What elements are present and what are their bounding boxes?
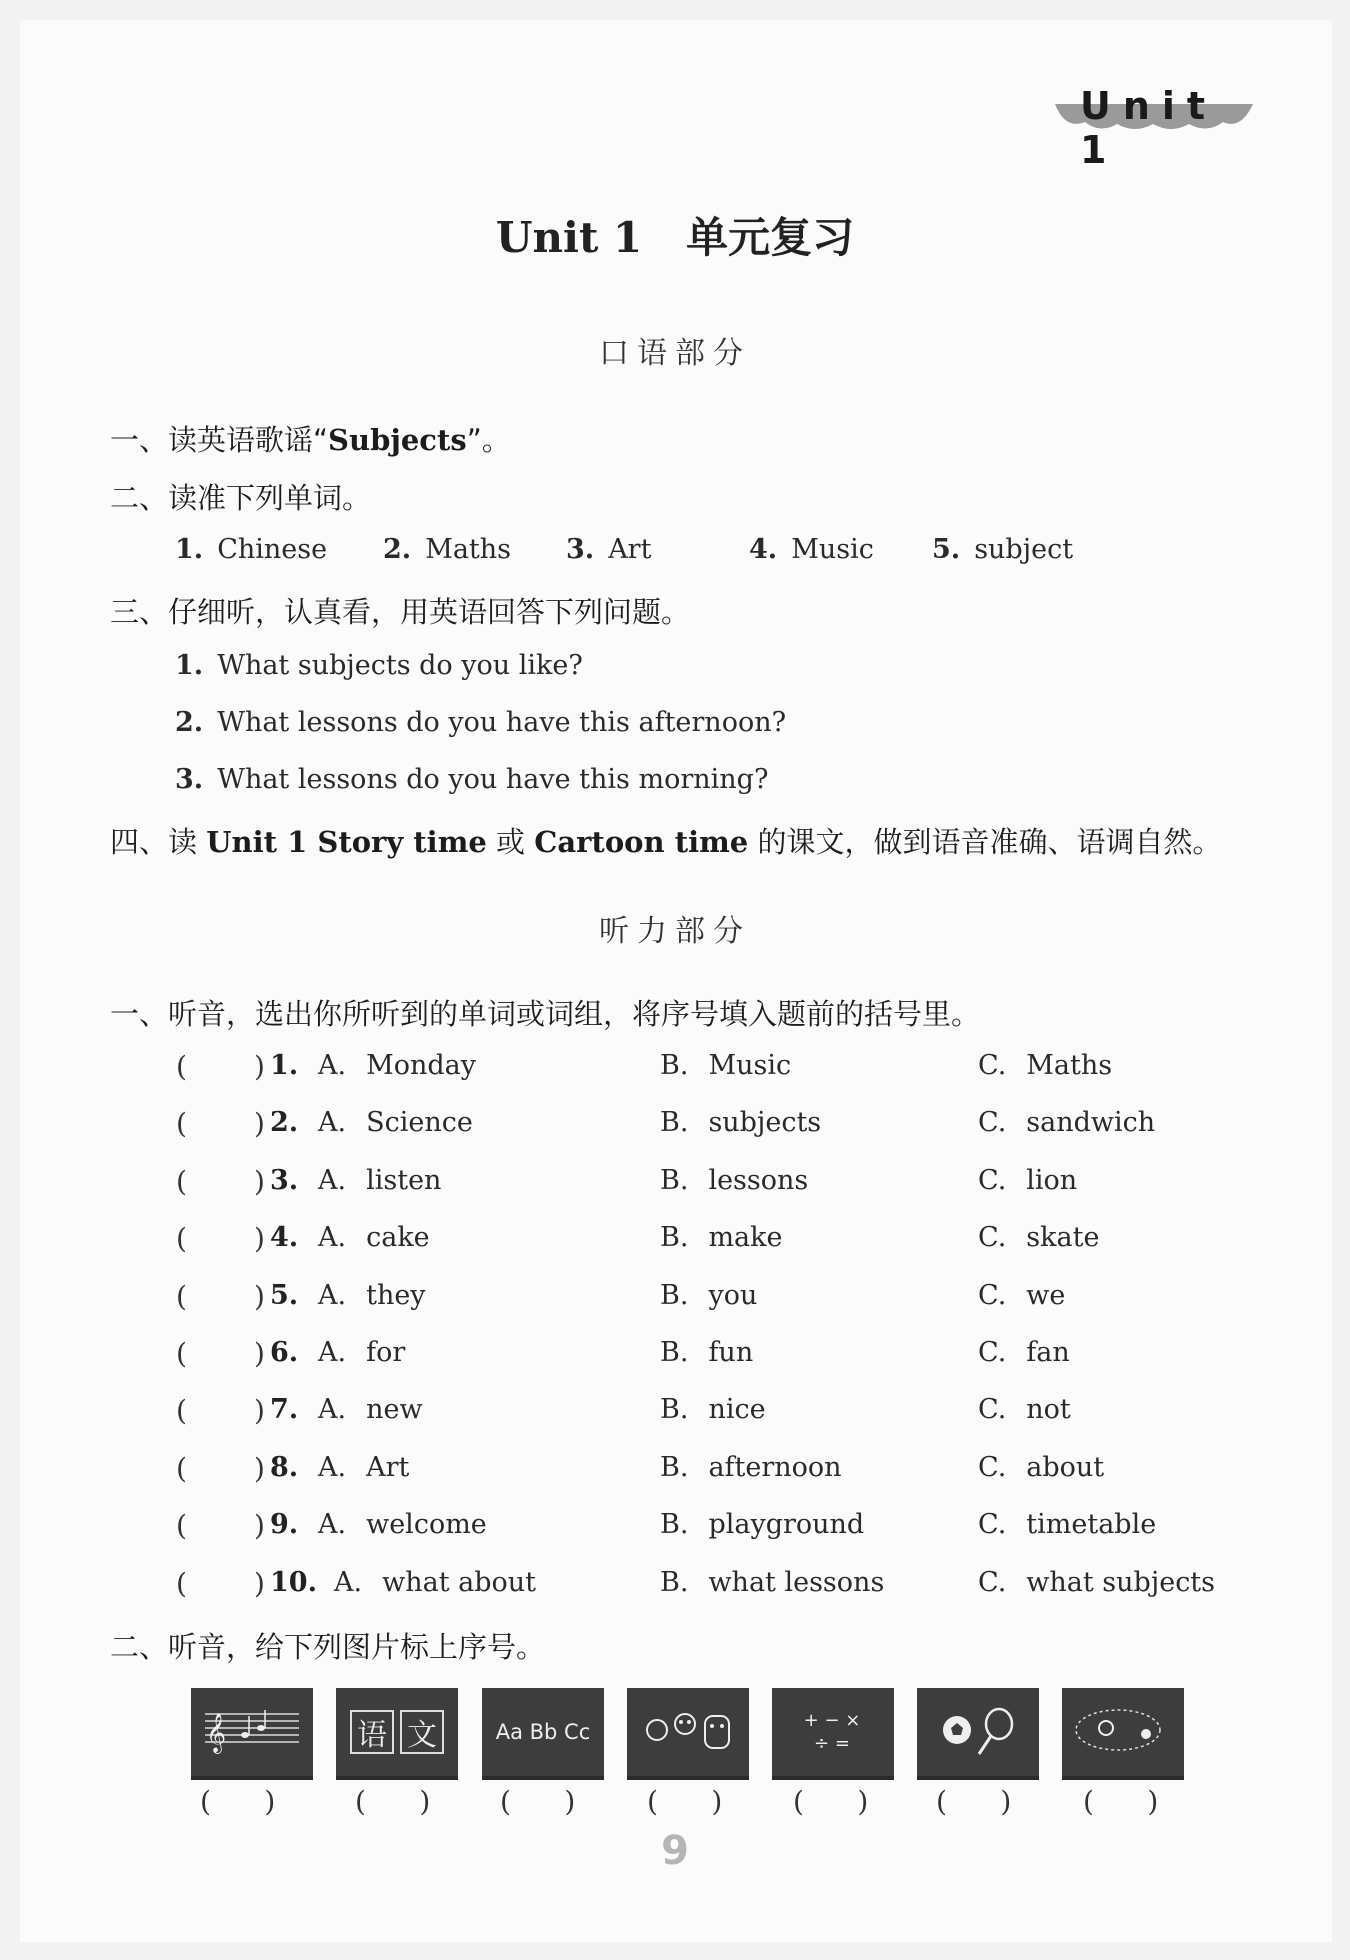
- option-a: A. Art: [318, 1452, 410, 1483]
- answer-paren-open: (: [176, 1280, 187, 1313]
- svg-text:𝄞: 𝄞: [206, 1713, 227, 1753]
- question-number: 8.: [270, 1452, 299, 1483]
- music-staff-icon: [191, 1688, 313, 1780]
- option-b: B. Music: [660, 1050, 792, 1081]
- option-c: C. about: [978, 1452, 1105, 1483]
- word-item: 3. Art: [566, 534, 652, 565]
- page-title: Unit 1 单元复习: [495, 213, 855, 262]
- answer-paren-open: (: [176, 1394, 187, 1427]
- question-number: 1.: [270, 1050, 299, 1081]
- oral-q2-heading: 二、读准下列单词。: [110, 481, 372, 515]
- answer-paren-close: ): [254, 1107, 265, 1140]
- oral-q4-heading: 四、读 Unit 1 Story time 或 Cartoon time 的课文，做到语音准确、语调自然。: [110, 825, 1222, 859]
- option-b: B. what lessons: [660, 1567, 885, 1598]
- option-a: A. Science: [318, 1107, 473, 1138]
- question-number: 9.: [270, 1509, 299, 1540]
- unit-tab: [1055, 82, 1255, 172]
- answer-paren-open: (: [176, 1452, 187, 1485]
- picture-answer-blank[interactable]: ( ): [647, 1785, 723, 1818]
- question-number: 3.: [270, 1165, 299, 1196]
- answer-paren-open: (: [176, 1165, 187, 1198]
- listening-section-title: 听力部分: [599, 914, 751, 949]
- option-b: B. playground: [660, 1509, 865, 1540]
- option-c: C. timetable: [978, 1509, 1157, 1540]
- question-number: 6.: [270, 1337, 299, 1368]
- picture-answer-blank[interactable]: ( ): [793, 1785, 869, 1818]
- animals-icon: [627, 1688, 749, 1780]
- picture-answer-blank[interactable]: ( ): [500, 1785, 576, 1818]
- word-item: 1. Chinese: [175, 534, 328, 565]
- sports-ball-icon: [917, 1688, 1039, 1780]
- oral-q3-heading: 三、仔细听，认真看，用英语回答下列问题。: [110, 595, 691, 629]
- math-symbols-icon: + − × ÷ =: [772, 1688, 894, 1780]
- option-c: C. we: [978, 1280, 1066, 1311]
- listening-q1-heading: 一、听音，选出你所听到的单词或词组，将序号填入题前的括号里。: [110, 997, 981, 1031]
- option-a: A. welcome: [318, 1509, 487, 1540]
- oral-section-title: 口语部分: [599, 336, 751, 371]
- option-c: C. lion: [978, 1165, 1078, 1196]
- answer-paren-open: (: [176, 1222, 187, 1255]
- answer-paren-open: (: [176, 1509, 187, 1542]
- option-c: C. sandwich: [978, 1107, 1156, 1138]
- question-number: 5.: [270, 1280, 299, 1311]
- answer-paren-close: ): [254, 1337, 265, 1370]
- option-c: C. fan: [978, 1337, 1070, 1368]
- question-item: 3. What lessons do you have this morning?: [175, 764, 769, 795]
- option-b: B. make: [660, 1222, 783, 1253]
- word-item: 4. Music: [749, 534, 874, 565]
- question-number: 7.: [270, 1394, 299, 1425]
- option-a: A. Monday: [318, 1050, 477, 1081]
- answer-paren-close: ): [254, 1222, 265, 1255]
- question-number: 4.: [270, 1222, 299, 1253]
- quote-open: “: [313, 423, 329, 457]
- chinese-characters-icon: 语 文: [336, 1688, 458, 1780]
- option-c: C. what subjects: [978, 1567, 1216, 1598]
- option-c: C. Maths: [978, 1050, 1113, 1081]
- answer-paren-close: ): [254, 1280, 265, 1313]
- answer-paren-close: ): [254, 1165, 265, 1198]
- option-b: B. lessons: [660, 1165, 809, 1196]
- option-a: A. they: [318, 1280, 426, 1311]
- answer-paren-close: ): [254, 1394, 265, 1427]
- option-b: B. afternoon: [660, 1452, 842, 1483]
- listening-q2-heading: 二、听音，给下列图片标上序号。: [110, 1630, 546, 1664]
- oral-q1-heading: [110, 418, 511, 459]
- answer-paren-close: ): [254, 1509, 265, 1542]
- picture-answer-blank[interactable]: ( ): [936, 1785, 1012, 1818]
- option-a: A. what about: [334, 1567, 536, 1598]
- answer-paren-close: ): [254, 1050, 265, 1083]
- option-b: B. you: [660, 1280, 758, 1311]
- answer-paren-close: ): [254, 1452, 265, 1485]
- option-b: B. subjects: [660, 1107, 822, 1138]
- globe-science-icon: [1062, 1688, 1184, 1780]
- question-item: 2. What lessons do you have this afternoon?: [175, 707, 787, 738]
- word-item: 5. subject: [932, 534, 1074, 565]
- option-a: A. listen: [318, 1165, 442, 1196]
- picture-answer-blank[interactable]: ( ): [200, 1785, 276, 1818]
- song-name: Subjects: [328, 423, 467, 457]
- option-c: C. skate: [978, 1222, 1100, 1253]
- question-number: 10.: [270, 1567, 317, 1598]
- picture-answer-blank[interactable]: ( ): [1083, 1785, 1159, 1818]
- answer-paren-open: (: [176, 1567, 187, 1600]
- option-c: C. not: [978, 1394, 1071, 1425]
- answer-paren-open: (: [176, 1337, 187, 1370]
- unit-tab-label: Unit 1: [1080, 84, 1218, 172]
- answer-paren-open: (: [176, 1107, 187, 1140]
- option-b: B. fun: [660, 1337, 754, 1368]
- question-item: 1. What subjects do you like?: [175, 650, 583, 681]
- question-number: 2.: [270, 1107, 299, 1138]
- q1-prefix: 一、读英语歌谣: [110, 423, 314, 457]
- answer-paren-close: ): [254, 1567, 265, 1600]
- option-a: A. cake: [318, 1222, 430, 1253]
- option-a: A. new: [318, 1394, 423, 1425]
- picture-answer-blank[interactable]: ( ): [355, 1785, 431, 1818]
- word-item: 2. Maths: [383, 534, 512, 565]
- alphabet-icon: Aa Bb Cc: [482, 1688, 604, 1780]
- option-b: B. nice: [660, 1394, 766, 1425]
- option-a: A. for: [318, 1337, 406, 1368]
- answer-paren-open: (: [176, 1050, 187, 1083]
- quote-close: ”。: [466, 423, 511, 457]
- page-number: 9: [661, 1828, 689, 1874]
